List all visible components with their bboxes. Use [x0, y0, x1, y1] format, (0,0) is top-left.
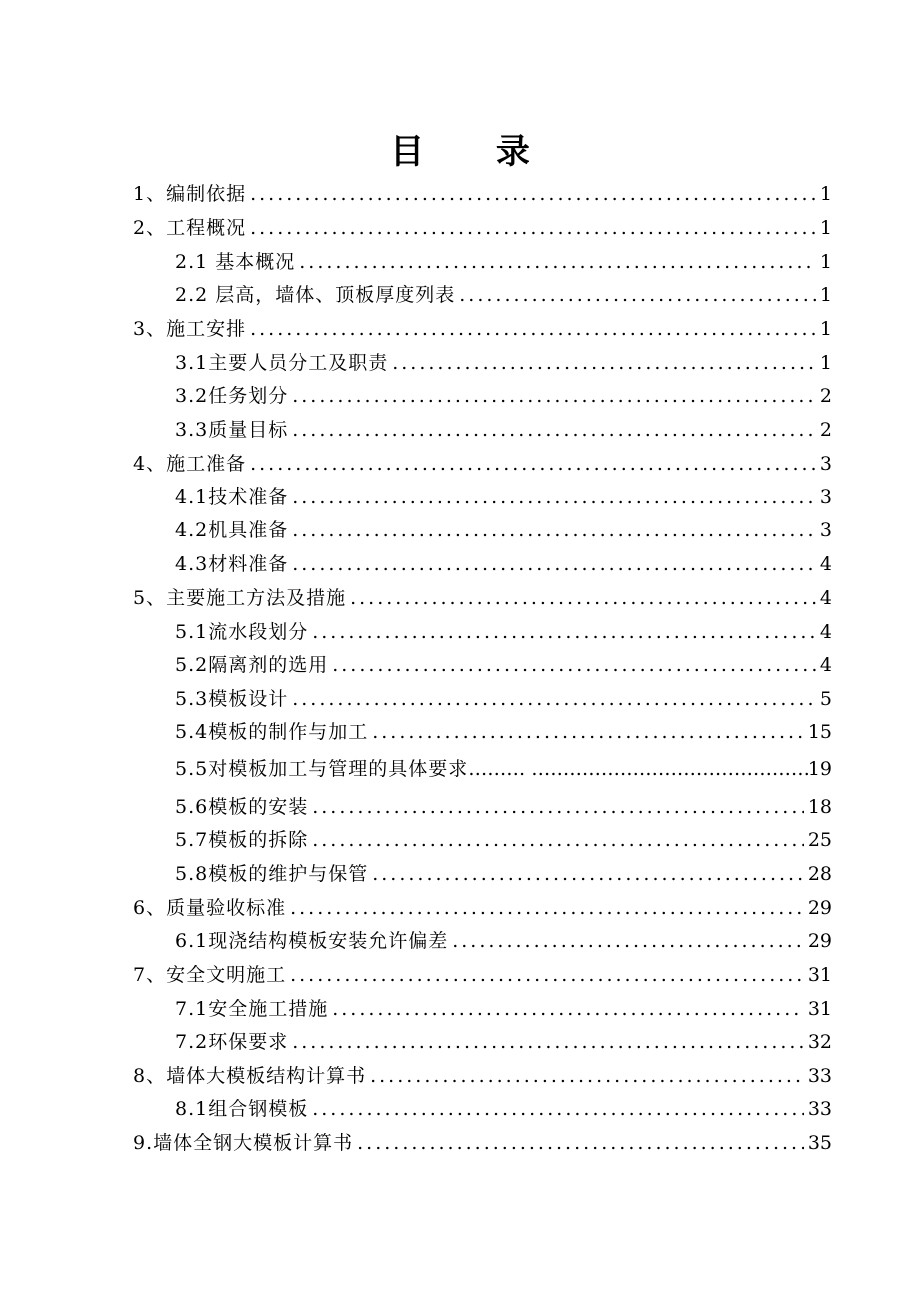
toc-entry-page-number: 3	[819, 519, 832, 541]
toc-entry-page-number: 2	[819, 385, 832, 407]
dot-leader	[332, 995, 804, 1023]
toc-entry-label: 5.2隔离剂的选用	[175, 654, 329, 676]
toc-entry[interactable]	[133, 180, 832, 208]
dot-leader	[292, 516, 816, 544]
toc-entry-label: 5.8模板的维护与保管	[175, 863, 369, 885]
toc-entry-page-number: 33	[807, 1065, 832, 1087]
toc-entry[interactable]	[175, 281, 832, 309]
toc-entry[interactable]	[175, 651, 832, 679]
toc-entry-page-number: 28	[807, 863, 832, 885]
dot-leader	[312, 793, 804, 821]
toc-entry[interactable]	[133, 1129, 832, 1157]
dot-leader	[372, 718, 804, 746]
dot-leader	[299, 248, 816, 276]
toc-entry[interactable]	[175, 618, 832, 646]
toc-entry-label: 3.1主要人员分工及职责	[175, 352, 389, 374]
toc-entry-label: 6.1现浇结构模板安装允许偏差	[175, 930, 449, 952]
toc-entry[interactable]	[175, 718, 832, 746]
dot-leader	[292, 550, 816, 578]
toc-entry-page-number: 32	[807, 1031, 832, 1053]
toc-entry[interactable]	[133, 1062, 832, 1090]
dot-leader	[250, 214, 816, 242]
toc-entry-label: 2、工程概况	[133, 217, 247, 239]
toc-entry-label: 1、编制依据	[133, 183, 247, 205]
toc-entry-label: 4、施工准备	[133, 453, 247, 475]
toc-entry-page-number: 29	[807, 897, 832, 919]
toc-entry-label: 2.1 基本概况	[175, 251, 296, 273]
dot-leader	[312, 826, 804, 854]
toc-entry-label: 5、主要施工方法及措施	[133, 587, 347, 609]
toc-entry-label: 3.3质量目标	[175, 419, 289, 441]
dot-leader	[372, 860, 804, 888]
dot-leader	[350, 584, 816, 612]
dot-leader	[292, 382, 816, 410]
toc-entry-label: 5.1流水段划分	[175, 621, 309, 643]
toc-entry-page-number: 3	[819, 453, 832, 475]
toc-entry[interactable]	[133, 894, 832, 922]
toc-entry[interactable]	[175, 826, 832, 854]
toc-entry-label: 5.7模板的拆除	[175, 829, 309, 851]
toc-entry-page-number: 35	[807, 1132, 832, 1154]
dot-leader	[250, 180, 816, 208]
toc-entry-page-number: 1	[819, 318, 832, 340]
toc-entry[interactable]	[175, 516, 832, 544]
toc-entry[interactable]	[175, 995, 832, 1023]
toc-entry[interactable]	[175, 382, 832, 410]
toc-entry-page-number: 19	[807, 758, 832, 780]
toc-entry[interactable]	[175, 685, 832, 713]
toc-entry-label: 3.2任务划分	[175, 385, 289, 407]
toc-entry-label: 5.4模板的制作与加工	[175, 721, 369, 743]
toc-entry-label: 5.6模板的安装	[175, 796, 309, 818]
dot-leader	[312, 618, 816, 646]
toc-entry-page-number: 2	[819, 419, 832, 441]
dot-leader	[332, 651, 816, 679]
toc-entry-page-number: 3	[819, 486, 832, 508]
toc-entry[interactable]	[175, 1095, 832, 1123]
toc-entry[interactable]	[133, 961, 832, 989]
toc-entry-label: 8.1组合钢模板	[175, 1098, 309, 1120]
toc-entry-label: 5.3模板设计	[175, 688, 289, 710]
toc-entry-page-number: 4	[819, 587, 832, 609]
toc-entry[interactable]	[175, 860, 832, 888]
toc-entry-page-number: 5	[819, 688, 832, 710]
toc-entry-label: 9.墙体全钢大模板计算书	[133, 1132, 354, 1154]
toc-entry-label: 7、安全文明施工	[133, 964, 287, 986]
dot-leader	[370, 1062, 804, 1090]
toc-entry-page-number: 15	[807, 721, 832, 743]
toc-entry[interactable]	[175, 927, 832, 955]
toc-entry[interactable]	[133, 584, 832, 612]
toc-entry-label: 7.1安全施工措施	[175, 998, 329, 1020]
toc-entry-page-number: 1	[819, 217, 832, 239]
dot-leader	[392, 349, 816, 377]
dot-leader	[292, 1028, 804, 1056]
toc-entry-label: 3、施工安排	[133, 318, 247, 340]
toc-entry-label: 6、质量验收标准	[133, 897, 287, 919]
toc-entry-page-number: 1	[819, 183, 832, 205]
toc-entry-page-number: 31	[807, 998, 832, 1020]
dot-leader	[459, 281, 816, 309]
dot-leader	[250, 315, 816, 343]
toc-entry-page-number: 29	[807, 930, 832, 952]
dot-leader	[292, 416, 816, 444]
toc-entry[interactable]	[175, 1028, 832, 1056]
toc-entry-page-number: 1	[819, 251, 832, 273]
toc-entry[interactable]	[133, 315, 832, 343]
toc-entry-page-number: 4	[819, 621, 832, 643]
dot-leader	[452, 927, 804, 955]
toc-entry-label: 7.2环保要求	[175, 1031, 289, 1053]
dot-leader	[357, 1129, 804, 1157]
toc-entry-page-number: 18	[807, 796, 832, 818]
toc-entry-label: 5.5对模板加工与管理的具体要求	[175, 758, 469, 780]
toc-entry[interactable]	[175, 416, 832, 444]
toc-entry-label: 4.3材料准备	[175, 553, 289, 575]
dot-leader	[292, 685, 816, 713]
dot-leader	[290, 961, 804, 989]
toc-entry-label: 4.2机具准备	[175, 519, 289, 541]
dot-leader	[292, 483, 816, 511]
toc-entry[interactable]	[133, 450, 832, 478]
toc-entry[interactable]	[175, 349, 832, 377]
toc-entry-page-number: 1	[819, 284, 832, 306]
dot-leader	[250, 450, 816, 478]
toc-entry-page-number: 25	[807, 829, 832, 851]
toc-entry[interactable]	[133, 214, 832, 242]
dot-leader	[468, 755, 808, 783]
toc-entry-page-number: 1	[819, 352, 832, 374]
toc-entry-page-number: 4	[819, 553, 832, 575]
toc-entry-page-number: 33	[807, 1098, 832, 1120]
dot-leader	[312, 1095, 804, 1123]
toc-entry[interactable]	[175, 793, 832, 821]
toc-entry[interactable]	[175, 755, 832, 783]
toc-entry[interactable]	[175, 550, 832, 578]
toc-entry-page-number: 31	[807, 964, 832, 986]
toc-entry[interactable]	[175, 483, 832, 511]
toc-entry-page-number: 4	[819, 654, 832, 676]
toc-entry[interactable]	[175, 248, 832, 276]
toc-entry-label: 4.1技术准备	[175, 486, 289, 508]
toc-entry-label: 8、墙体大模板结构计算书	[133, 1065, 367, 1087]
dot-leader	[290, 894, 804, 922]
toc-title: 目 录	[390, 132, 560, 172]
toc-entry-label: 2.2 层高，墙体、顶板厚度列表	[175, 284, 456, 306]
